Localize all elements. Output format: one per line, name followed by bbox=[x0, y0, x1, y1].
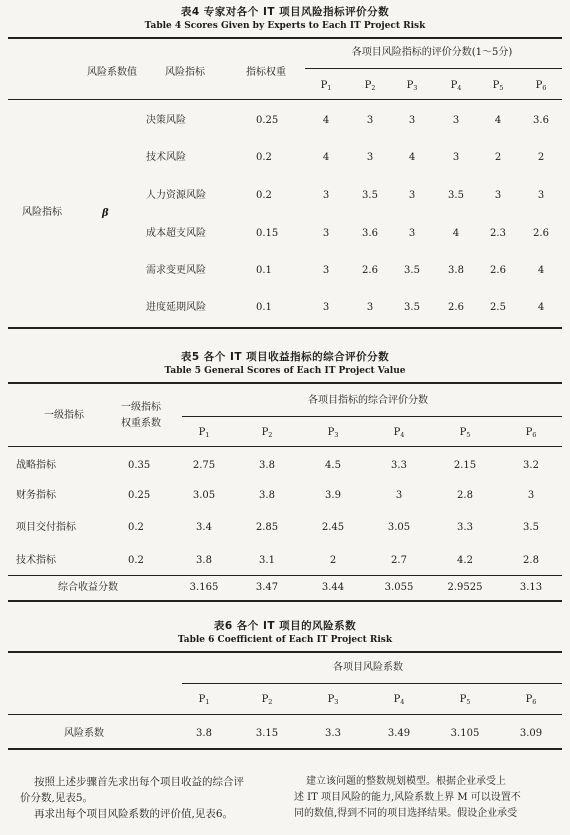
table4-header-rule bbox=[8, 99, 562, 100]
table5-col-p5: $P_5$ bbox=[459, 427, 471, 439]
table4-col-p5: $P_5$ bbox=[492, 80, 504, 92]
table5-cell: 2.8 bbox=[457, 490, 473, 501]
table5-cell: 2.45 bbox=[321, 522, 345, 533]
table4-cell: 2.6 bbox=[490, 265, 506, 276]
table6-caption-en: Table 6 Coefficient of Each IT Project Risk bbox=[177, 635, 393, 645]
table5-total-cell: 2.9525 bbox=[447, 582, 483, 593]
table5-cell: 3.05 bbox=[387, 522, 411, 533]
table4-cell: 2.5 bbox=[490, 302, 506, 313]
body-left-line2: 价分数,见表5。 bbox=[20, 792, 94, 804]
table4-cell: 2.3 bbox=[490, 228, 506, 239]
table4-cell: 2.6 bbox=[448, 302, 464, 313]
table5-cell: 2.8 bbox=[523, 555, 539, 566]
table4-row-weight: 0.15 bbox=[256, 228, 279, 239]
body-right-line3: 同的数值,得到不同的项目选择结果。假设企业承受 bbox=[294, 808, 518, 819]
table4-cell: 4 bbox=[408, 152, 416, 163]
table4-col-p4: $P_4$ bbox=[450, 80, 462, 92]
table5-header-indicator: 一级指标 bbox=[44, 410, 84, 421]
body-right-line2: 述 IT 项目风险的能力,风险系数上界 M 可以设置不 bbox=[294, 792, 521, 803]
table5-cell: 2.85 bbox=[255, 522, 279, 533]
table5-cell: 3.8 bbox=[259, 460, 275, 471]
table5-header-rule bbox=[8, 446, 562, 447]
table4-cell: 4 bbox=[322, 115, 330, 126]
table4-cell: 2.6 bbox=[533, 228, 549, 239]
table4-col-p2: $P_2$ bbox=[364, 80, 376, 92]
table5-cell: 2.75 bbox=[192, 460, 216, 471]
table5-caption-en: Table 5 General Scores of Each IT Project Value bbox=[164, 366, 406, 376]
table4-row-weight: 0.25 bbox=[256, 115, 279, 126]
table4-cell: 3 bbox=[366, 302, 374, 313]
table4-cell: 3.5 bbox=[404, 302, 420, 313]
table4-cell: 3 bbox=[452, 152, 460, 163]
table4-header-factor: 风险系数值 bbox=[87, 67, 137, 78]
table4-row-weight: 0.1 bbox=[256, 265, 272, 276]
table4-cell: 4 bbox=[452, 228, 460, 239]
table5-row-weight: 0.25 bbox=[128, 490, 151, 501]
table4-cell: 2 bbox=[494, 152, 502, 163]
table6-col-p3: $P_3$ bbox=[327, 694, 339, 706]
table6-top-rule bbox=[8, 651, 562, 653]
table5-cell: 3.3 bbox=[457, 522, 473, 533]
table5-cell: 3.8 bbox=[196, 555, 212, 566]
table6-col-p6: $P_6$ bbox=[525, 694, 537, 706]
table4-cell: 2 bbox=[537, 152, 545, 163]
table5-cell: 3.8 bbox=[259, 490, 275, 501]
table4-cell: 3 bbox=[366, 152, 374, 163]
table5-total-rule bbox=[8, 575, 562, 576]
table4-cell: 3.6 bbox=[533, 115, 549, 126]
table5-row-name: 技术指标 bbox=[16, 555, 56, 566]
table4-cell: 3.5 bbox=[404, 265, 420, 276]
body-left-line1: 按照上述步骤首先求出每个项目收益的综合评 bbox=[34, 776, 244, 788]
table5-row-name: 项目交付指标 bbox=[16, 522, 76, 533]
table6-col-p4: $P_4$ bbox=[393, 694, 405, 706]
table5-col-p1: $P_1$ bbox=[198, 427, 210, 439]
table5-col-p4: $P_4$ bbox=[393, 427, 405, 439]
table5-total-cell: 3.47 bbox=[255, 582, 279, 593]
table5-cell: 4.5 bbox=[325, 460, 341, 471]
table6-header-rule bbox=[8, 714, 562, 715]
table5-cell: 3.05 bbox=[192, 490, 216, 501]
table5-bottom-rule bbox=[8, 600, 562, 602]
table4-row-name: 需求变更风险 bbox=[146, 265, 206, 276]
body-left-line3: 再求出每个项目风险系数的评价值,见表6。 bbox=[34, 808, 234, 820]
table4-cell: 2.6 bbox=[362, 265, 378, 276]
table5-cell: 3.9 bbox=[325, 490, 341, 501]
table4-cell: 4 bbox=[322, 152, 330, 163]
table6-col-p5: $P_5$ bbox=[459, 694, 471, 706]
table5-col-p2: $P_2$ bbox=[261, 427, 273, 439]
table4-cell: 3 bbox=[452, 115, 460, 126]
table5-cell: 4.2 bbox=[457, 555, 473, 566]
table4-row-weight: 0.2 bbox=[256, 152, 272, 163]
body-right-line1: 建立该问题的整数规划模型。根据企业承受上 bbox=[306, 776, 506, 787]
table4-beta-symbol: β bbox=[102, 208, 109, 219]
table5-cell: 2 bbox=[329, 555, 337, 566]
table5-total-label: 综合收益分数 bbox=[58, 582, 118, 593]
table4-caption-en: Table 4 Scores Given by Experts to Each IT Project Risk bbox=[144, 21, 426, 31]
table6-caption-cn: 表6 各个 IT 项目的风险系数 bbox=[213, 620, 357, 632]
table4-cell: 3 bbox=[322, 302, 330, 313]
table4-header-weight: 指标权重 bbox=[246, 67, 286, 78]
table5-top-rule bbox=[8, 382, 562, 384]
table4-cell: 3 bbox=[537, 190, 545, 201]
table5-total-cell: 3.055 bbox=[384, 582, 414, 593]
table4-row-name: 决策风险 bbox=[146, 115, 186, 126]
table4-top-rule bbox=[8, 37, 562, 39]
table6-cell: 3.3 bbox=[325, 728, 341, 739]
table6-row-label: 风险系数 bbox=[64, 728, 104, 739]
table5-total-cell: 3.44 bbox=[321, 582, 345, 593]
table4-cell: 3.5 bbox=[362, 190, 378, 201]
table4-row-name: 进度延期风险 bbox=[146, 302, 206, 313]
table4-col-p1: $P_1$ bbox=[320, 80, 332, 92]
table5-group-rule bbox=[182, 416, 562, 417]
table5-row-weight: 0.2 bbox=[128, 555, 144, 566]
table4-bottom-rule bbox=[8, 327, 562, 329]
table5-total-cell: 3.13 bbox=[519, 582, 543, 593]
table5-row-weight: 0.2 bbox=[128, 522, 144, 533]
table5-header-group: 各项目指标的综合评价分数 bbox=[308, 395, 428, 406]
table6-cell: 3.105 bbox=[450, 728, 480, 739]
table4-row-name: 人力资源风险 bbox=[146, 190, 206, 201]
table4-cell: 4 bbox=[494, 115, 502, 126]
table5-cell: 3.4 bbox=[196, 522, 212, 533]
table4-row-name: 技术风险 bbox=[146, 152, 186, 163]
table4-cell: 3.5 bbox=[448, 190, 464, 201]
table5-total-cell: 3.165 bbox=[189, 582, 219, 593]
table5-row-name: 财务指标 bbox=[16, 490, 56, 501]
table5-cell: 2.15 bbox=[453, 460, 477, 471]
table6-cell: 3.8 bbox=[196, 728, 212, 739]
table4-caption-cn: 表4 专家对各个 IT 项目风险指标评价分数 bbox=[180, 6, 390, 18]
table4-cell: 4 bbox=[537, 302, 545, 313]
table4-cell: 3.8 bbox=[448, 265, 464, 276]
table4-cell: 3 bbox=[322, 265, 330, 276]
table4-row-weight: 0.2 bbox=[256, 190, 272, 201]
table6-cell: 3.49 bbox=[387, 728, 411, 739]
table4-col-p6: $P_6$ bbox=[535, 80, 547, 92]
table6-cell: 3.09 bbox=[519, 728, 543, 739]
table5-col-p3: $P_3$ bbox=[327, 427, 339, 439]
table5-cell: 3.1 bbox=[259, 555, 275, 566]
table5-row-weight: 0.35 bbox=[128, 460, 151, 471]
table5-header-weight-line2: 权重系数 bbox=[121, 418, 161, 429]
table4-cell: 3.6 bbox=[362, 228, 378, 239]
table5-cell: 3.2 bbox=[523, 460, 539, 471]
table6-header-group: 各项目风险系数 bbox=[333, 662, 403, 673]
table5-cell: 3.5 bbox=[523, 522, 539, 533]
table4-cell: 4 bbox=[537, 265, 545, 276]
table4-col-p3: $P_3$ bbox=[406, 80, 418, 92]
table4-row-group-label: 风险指标 bbox=[22, 207, 62, 218]
table4-group-rule bbox=[305, 68, 562, 69]
table6-bottom-rule bbox=[8, 748, 562, 750]
table4-cell: 3 bbox=[408, 190, 416, 201]
table4-cell: 3 bbox=[322, 228, 330, 239]
table6-cell: 3.15 bbox=[255, 728, 279, 739]
table4-row-weight: 0.1 bbox=[256, 302, 272, 313]
table5-caption-cn: 表5 各个 IT 项目收益指标的综合评价分数 bbox=[180, 351, 390, 363]
table4-header-indicator: 风险指标 bbox=[165, 67, 205, 78]
table5-cell: 2.7 bbox=[391, 555, 407, 566]
table4-cell: 3 bbox=[408, 115, 416, 126]
table5-row-name: 战略指标 bbox=[16, 460, 56, 471]
table5-cell: 3 bbox=[395, 490, 403, 501]
table6-col-p1: $P_1$ bbox=[198, 694, 210, 706]
table4-header-group: 各项目风险指标的评价分数(1～5分) bbox=[351, 47, 513, 58]
table5-cell: 3 bbox=[527, 490, 535, 501]
table4-row-name: 成本超支风险 bbox=[146, 228, 206, 239]
table6-col-p2: $P_2$ bbox=[261, 694, 273, 706]
table4-cell: 3 bbox=[322, 190, 330, 201]
table4-cell: 3 bbox=[408, 228, 416, 239]
table6-group-rule bbox=[182, 683, 562, 684]
table5-header-weight-line1: 一级指标 bbox=[121, 402, 161, 413]
table5-cell: 3.3 bbox=[391, 460, 407, 471]
table5-col-p6: $P_6$ bbox=[525, 427, 537, 439]
table4-cell: 3 bbox=[366, 115, 374, 126]
table4-cell: 3 bbox=[494, 190, 502, 201]
